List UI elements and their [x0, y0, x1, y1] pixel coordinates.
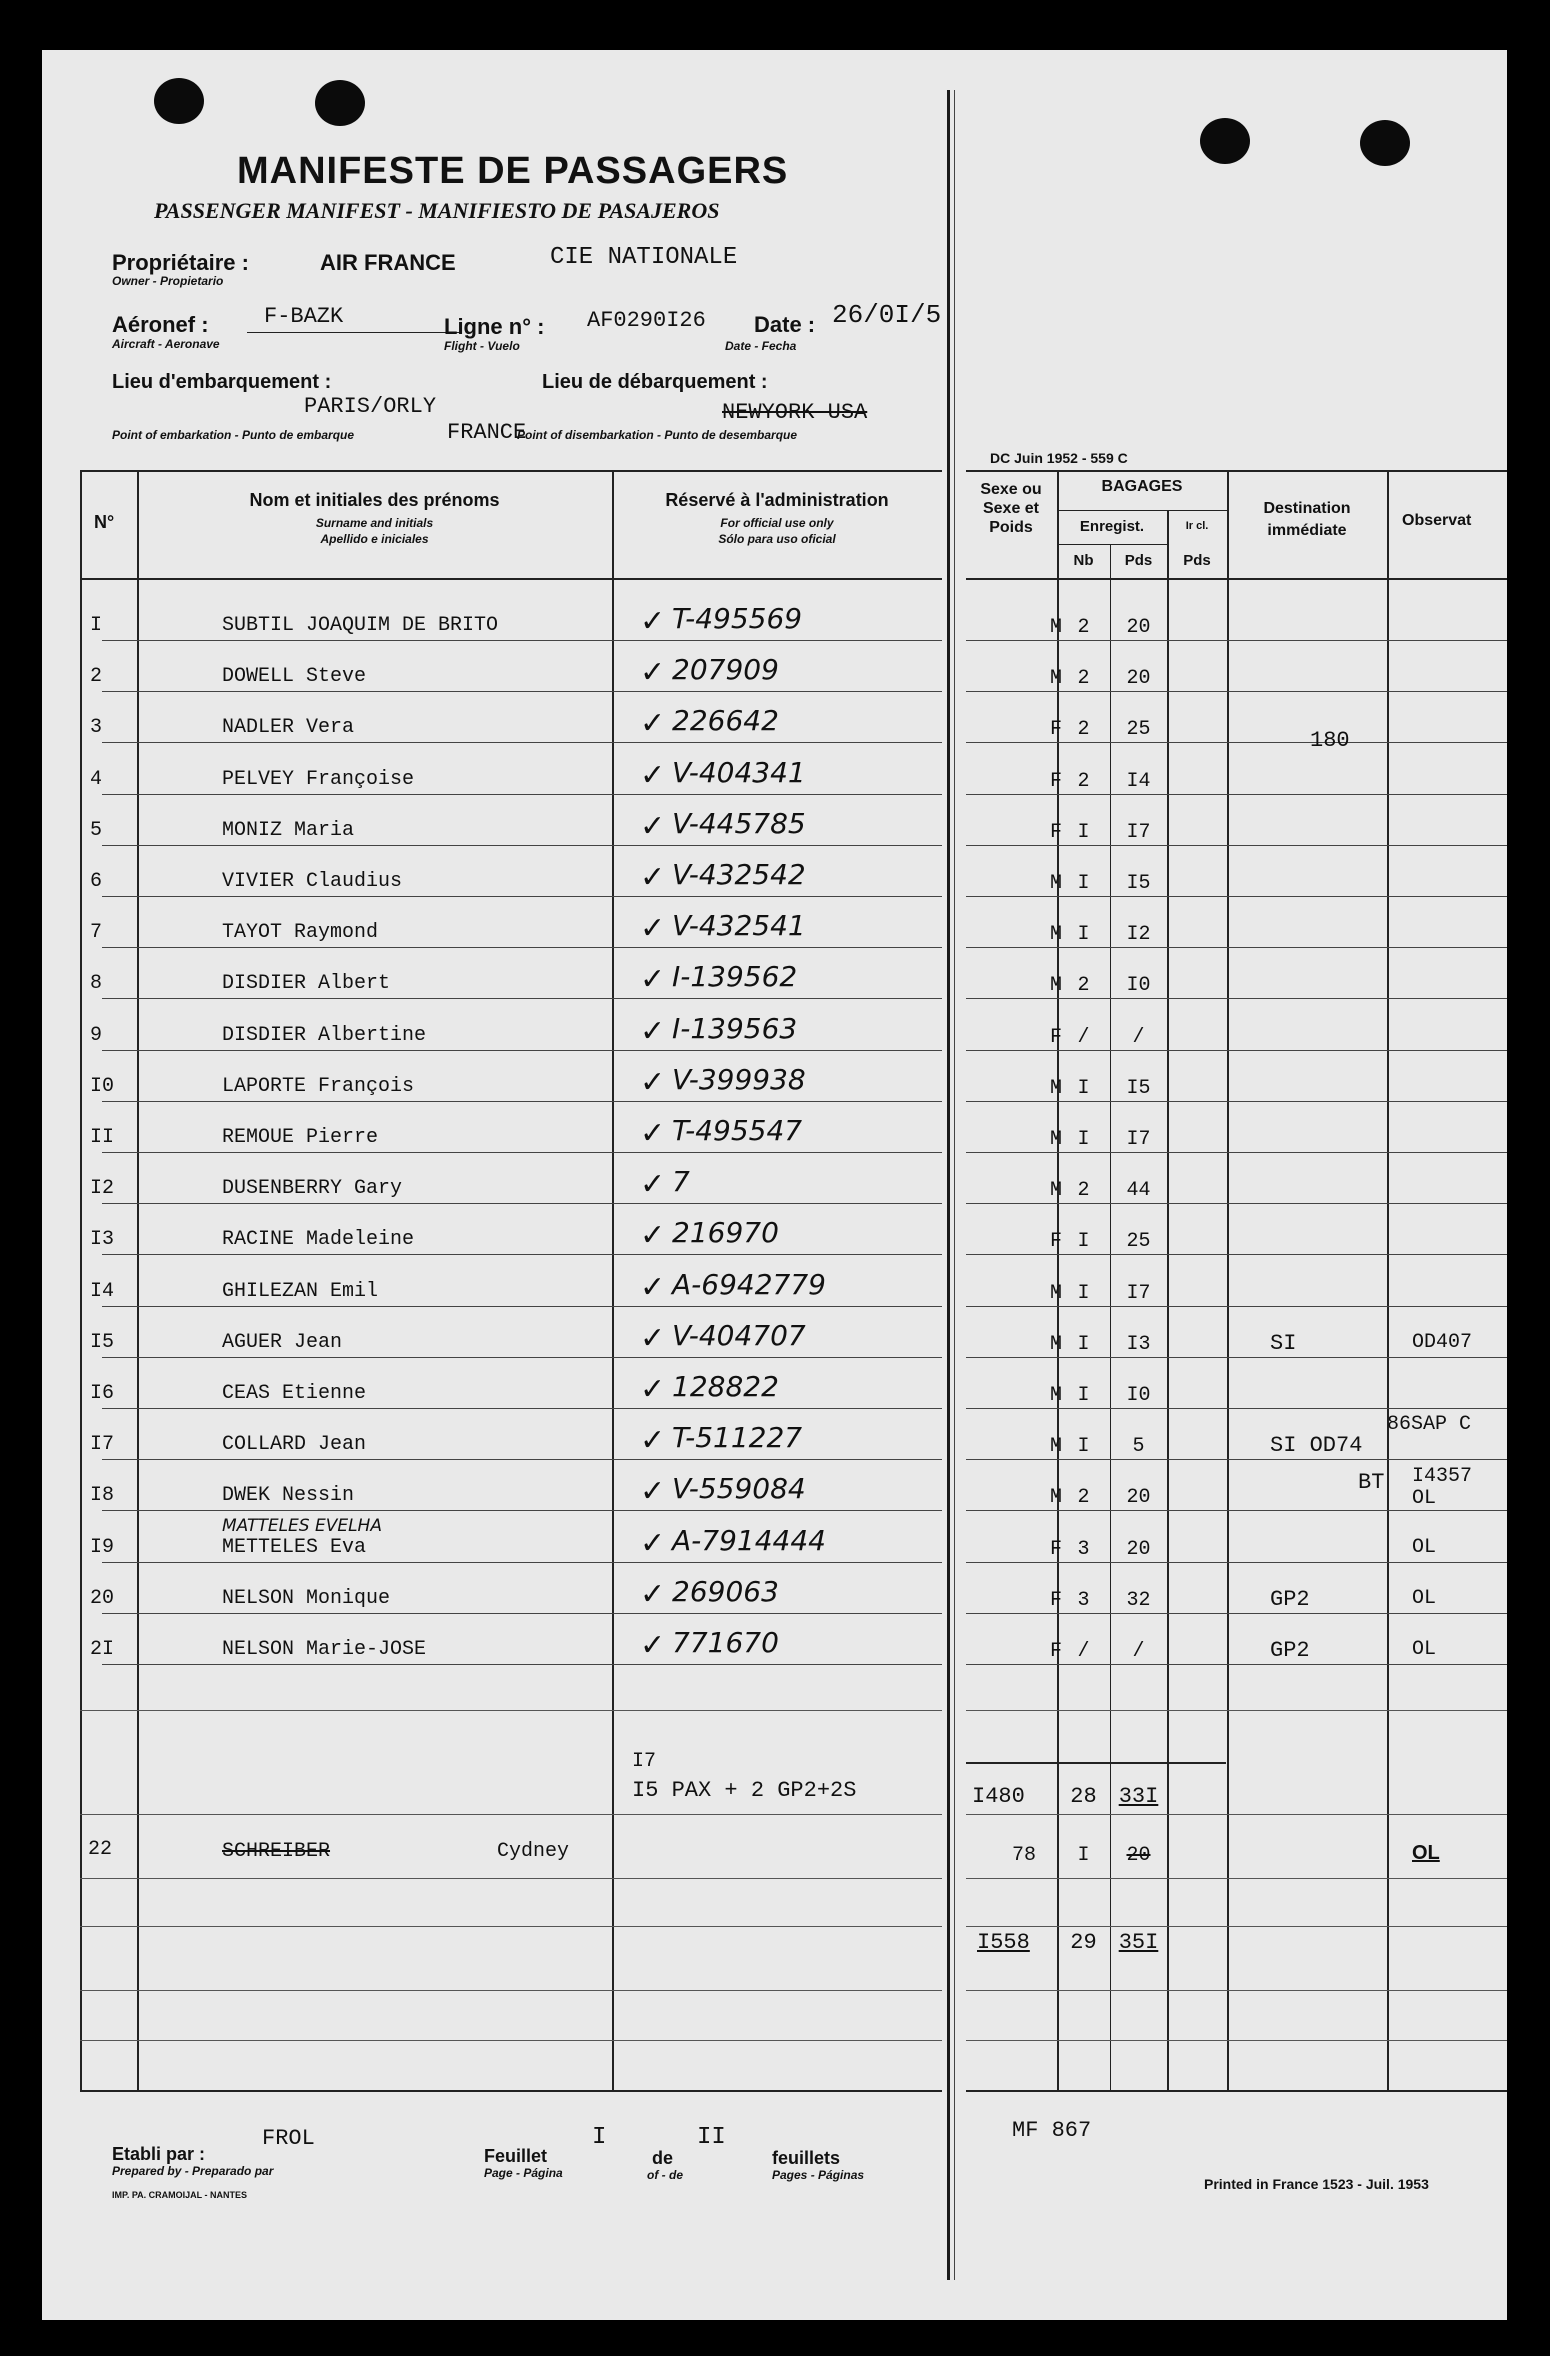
row-rule [102, 1101, 942, 1102]
passenger-sex: M [1050, 923, 1063, 946]
baggage-count: 2 [1077, 667, 1090, 690]
col-pds2: Pds [1183, 552, 1211, 569]
baggage-count: 2 [1077, 718, 1090, 741]
row-rule [966, 998, 1507, 999]
owner-label: Propriétaire : [112, 250, 249, 275]
of-sub: of - de [647, 2168, 683, 2182]
disembark-label: Lieu de débarquement : [542, 371, 768, 393]
passenger-name: DOWELL Steve [222, 665, 367, 688]
passenger-sex: F [1050, 718, 1063, 741]
check-mark-icon: ✓ [640, 1014, 666, 1049]
admin-ticket-number: V-399938 [672, 1063, 806, 1096]
baggage-count: I [1077, 1384, 1090, 1407]
check-mark-icon: ✓ [640, 1167, 666, 1202]
total-pds: 35I [1118, 1930, 1159, 1955]
baggage-weight: / [1132, 1026, 1145, 1049]
passenger-name: LAPORTE François [222, 1075, 415, 1098]
check-mark-icon: ✓ [640, 1321, 666, 1356]
subtotal-pds: 33I [1118, 1784, 1159, 1809]
row-rule [102, 1408, 942, 1409]
page-label: Feuillet [484, 2146, 548, 2166]
baggage-weight: / [1132, 1640, 1145, 1663]
col-observ: Observat [1402, 512, 1472, 529]
passenger-name: DWEK Nessin [222, 1484, 355, 1507]
row-rule [966, 1203, 1507, 1204]
observation: OL [1412, 1536, 1437, 1559]
admin-ticket-number: T-495569 [672, 602, 803, 635]
admin-ticket-number: T-511227 [672, 1421, 803, 1454]
row-rule [966, 1357, 1507, 1358]
extra-row-poids: 78 [1012, 1844, 1037, 1867]
observation: OL [1412, 1638, 1437, 1661]
row-rule [966, 896, 1507, 897]
baggage-weight: 20 [1126, 667, 1151, 690]
passenger-sex: M [1050, 1435, 1063, 1458]
baggage-weight: I0 [1126, 1384, 1151, 1407]
row-number: 8 [90, 972, 103, 995]
aircraft-value: F-BAZK [264, 304, 344, 329]
admin-ticket-number: T-495547 [672, 1114, 803, 1147]
row-number: I4 [90, 1280, 115, 1303]
row-rule [966, 640, 1507, 641]
check-mark-icon: ✓ [640, 706, 666, 741]
row-rule [102, 896, 942, 897]
date-label: Date : [754, 312, 816, 337]
admin-ticket-number: V-432542 [672, 858, 806, 891]
baggage-weight: 20 [1126, 616, 1151, 639]
row-rule [966, 1152, 1507, 1153]
passenger-sex: F [1050, 821, 1063, 844]
baggage-count: 2 [1077, 1179, 1090, 1202]
row-rule [966, 1664, 1507, 1665]
baggage-count: 3 [1077, 1589, 1090, 1612]
col-name-en: Surname and initials [315, 516, 434, 530]
passenger-name: SUBTIL JOAQUIM DE BRITO [222, 614, 499, 637]
row-number: I8 [90, 1484, 115, 1507]
check-mark-icon: ✓ [640, 1218, 666, 1253]
row-rule [102, 1357, 942, 1358]
row-rule [966, 742, 1507, 743]
passenger-name: MONIZ Maria [222, 819, 355, 842]
row-number: I7 [90, 1433, 115, 1456]
passenger-sex: M [1050, 1077, 1063, 1100]
embark-label: Lieu d'embarquement : [112, 371, 332, 393]
passenger-name: DISDIER Albert [222, 972, 391, 995]
prepared-value: FROL [262, 2126, 315, 2151]
row-number: I5 [90, 1331, 115, 1354]
flight-label: Ligne n° : [444, 314, 545, 339]
col-nb: Nb [1073, 552, 1094, 569]
passenger-name: AGUER Jean [222, 1331, 343, 1354]
embark-country: FRANCE [447, 420, 527, 445]
row-number: 20 [90, 1587, 115, 1610]
passenger-sex: M [1050, 1282, 1063, 1305]
passenger-name: RACINE Madeleine [222, 1228, 415, 1251]
row-rule [102, 1152, 942, 1153]
row-number: 9 [90, 1024, 103, 1047]
row-rule [966, 1408, 1507, 1409]
check-mark-icon: ✓ [640, 1372, 666, 1407]
observation: OL [1412, 1587, 1437, 1610]
extra-row-name: SCHREIBER [222, 1840, 331, 1863]
extra-row-obs: OL [1412, 1842, 1440, 1864]
check-mark-icon: ✓ [640, 1474, 666, 1509]
check-mark-icon: ✓ [640, 655, 666, 690]
check-mark-icon: ✓ [640, 860, 666, 895]
col-name: Nom et initiales des prénoms [249, 490, 500, 510]
subtotal-poids: I480 [972, 1784, 1025, 1809]
baggage-weight: 20 [1126, 1486, 1151, 1509]
row-rule [966, 1562, 1507, 1563]
extra-row-no: 22 [88, 1838, 113, 1861]
extra-row-first: Cydney [497, 1840, 570, 1863]
passenger-sex: M [1050, 872, 1063, 895]
destination: BT [1358, 1470, 1385, 1495]
printed-note: Printed in France 1523 - Juil. 1953 [1204, 2176, 1429, 2192]
row-rule [102, 794, 942, 795]
row-rule [966, 1050, 1507, 1051]
row-rule [102, 1510, 942, 1511]
row-rule [102, 845, 942, 846]
row-rule [102, 1306, 942, 1307]
passenger-name: METTELES Eva [222, 1536, 367, 1559]
flight-sub: Flight - Vuelo [444, 339, 520, 353]
admin-ticket-number: 128822 [672, 1370, 779, 1403]
admin-ticket-number: 7 [672, 1165, 690, 1198]
col-admin: Réservé à l'administration [665, 490, 889, 510]
prepared-sub: Prepared by - Preparado par [112, 2164, 274, 2178]
owner-typed: CIE NATIONALE [550, 244, 738, 271]
of-label: de [652, 2148, 674, 2168]
passenger-name: DISDIER Albertine [222, 1024, 427, 1047]
baggage-count: 2 [1077, 616, 1090, 639]
col-admin-es: Sólo para uso oficial [718, 532, 836, 546]
check-mark-icon: ✓ [640, 1526, 666, 1561]
row-number: 2 [90, 665, 103, 688]
admin-ticket-number: 226642 [672, 704, 779, 737]
punch-hole [1360, 120, 1410, 166]
passenger-sex: F [1050, 1589, 1063, 1612]
row-rule [102, 1562, 942, 1563]
admin-ticket-number: 771670 [672, 1626, 779, 1659]
passenger-name: DUSENBERRY Gary [222, 1177, 403, 1200]
passenger-sex: F [1050, 1640, 1063, 1663]
baggage-count: 2 [1077, 974, 1090, 997]
passenger-name: COLLARD Jean [222, 1433, 367, 1456]
passenger-name: GHILEZAN Emil [222, 1280, 379, 1303]
row-rule [102, 1203, 942, 1204]
embark-sub: Point of embarkation - Punto de embarque [112, 428, 355, 442]
pages-label: feuillets [772, 2148, 841, 2168]
passenger-sex: F [1050, 770, 1063, 793]
row-rule [102, 640, 942, 641]
row-rule [102, 742, 942, 743]
baggage-count: 3 [1077, 1538, 1090, 1561]
baggage-count: I [1077, 1077, 1090, 1100]
baggage-count: I [1077, 1333, 1090, 1356]
owner-value: AIR FRANCE [320, 250, 456, 275]
admin-ticket-number: V-404341 [672, 756, 806, 789]
baggage-count: I [1077, 821, 1090, 844]
row-rule [102, 1050, 942, 1051]
passenger-name: TAYOT Raymond [222, 921, 379, 944]
subtotal-marker: I7 [632, 1750, 657, 1773]
passenger-name: PELVEY Françoise [222, 768, 415, 791]
row-rule [102, 691, 942, 692]
extra-row-pds: 20 [1126, 1844, 1151, 1867]
passenger-name: REMOUE Pierre [222, 1126, 379, 1149]
baggage-weight: 44 [1126, 1179, 1151, 1202]
baggage-weight: I7 [1126, 1282, 1151, 1305]
col-destination: Destination immédiate [1263, 500, 1351, 539]
admin-ticket-number: 269063 [672, 1575, 779, 1608]
observation: OD407 [1412, 1331, 1473, 1354]
baggage-weight: I5 [1126, 1077, 1151, 1100]
admin-ticket-number: 216970 [672, 1216, 779, 1249]
row-number: 7 [90, 921, 103, 944]
owner-sub: Owner - Propietario [112, 274, 224, 288]
check-mark-icon: ✓ [640, 758, 666, 793]
observation: 86SAP C [1387, 1413, 1472, 1436]
row-rule [966, 1459, 1507, 1460]
row-number: II [90, 1126, 115, 1149]
punch-hole [315, 80, 365, 126]
baggage-count: I [1077, 1230, 1090, 1253]
destination: SI [1270, 1331, 1297, 1356]
subtotal-nb: 28 [1070, 1784, 1097, 1809]
passenger-name: CEAS Etienne [222, 1382, 367, 1405]
row-rule [102, 1613, 942, 1614]
baggage-weight: 25 [1126, 1230, 1151, 1253]
passenger-name: NELSON Marie-JOSE [222, 1638, 427, 1661]
baggage-weight: I0 [1126, 974, 1151, 997]
passenger-sex: F [1050, 1538, 1063, 1561]
row-number: 2I [90, 1638, 115, 1661]
row-number: 4 [90, 768, 103, 791]
baggage-count: I [1077, 1435, 1090, 1458]
destination: GP2 [1270, 1587, 1310, 1612]
form-title: MANIFESTE DE PASSAGERS [237, 150, 789, 192]
row-number: I3 [90, 1228, 115, 1251]
page-value: I [592, 2124, 607, 2151]
row-number: I6 [90, 1382, 115, 1405]
page-sub: Page - Página [484, 2166, 563, 2180]
passenger-sex: M [1050, 1333, 1063, 1356]
row-rule [966, 1306, 1507, 1307]
baggage-count: / [1077, 1026, 1090, 1049]
baggage-weight: I5 [1126, 872, 1151, 895]
passenger-name: NADLER Vera [222, 716, 355, 739]
baggage-count: 2 [1077, 1486, 1090, 1509]
check-mark-icon: ✓ [640, 911, 666, 946]
baggage-weight: I3 [1126, 1333, 1151, 1356]
check-mark-icon: ✓ [640, 1270, 666, 1305]
embark-value: PARIS/ORLY [304, 394, 437, 419]
admin-ticket-number: V-559084 [672, 1472, 806, 1505]
flight-value: AF0290I26 [587, 308, 706, 333]
aircraft-label: Aéronef : [112, 312, 209, 337]
admin-ticket-number: A-7914444 [672, 1524, 826, 1557]
row-rule [966, 1101, 1507, 1102]
col-sex: Sexe ou Sexe et Poids [980, 481, 1042, 536]
row-rule [102, 1664, 942, 1665]
passenger-name: NELSON Monique [222, 1587, 391, 1610]
col-enregist: Enregist. [1079, 518, 1145, 535]
row-rule [966, 1613, 1507, 1614]
passenger-sex: M [1050, 1384, 1063, 1407]
check-mark-icon: ✓ [640, 1423, 666, 1458]
col-name-es: Apellido e iniciales [320, 532, 429, 546]
col-no: N° [94, 512, 115, 532]
baggage-count: I [1077, 1128, 1090, 1151]
baggage-weight: 32 [1126, 1589, 1151, 1612]
passenger-sex: M [1050, 616, 1063, 639]
pages-sub: Pages - Páginas [772, 2168, 865, 2182]
col-pds: Pds [1124, 552, 1153, 569]
row-number: I [90, 614, 103, 637]
row-number: 5 [90, 819, 103, 842]
baggage-count: I [1077, 1282, 1090, 1305]
subtotal-text: I5 PAX + 2 GP2+2S [632, 1778, 857, 1803]
baggage-count: 2 [1077, 770, 1090, 793]
disembark-value: NEWYORK USA [722, 400, 868, 425]
admin-ticket-number: V-404707 [672, 1319, 806, 1352]
passenger-sex: M [1050, 974, 1063, 997]
passenger-name: VIVIER Claudius [222, 870, 403, 893]
row-rule [966, 947, 1507, 948]
destination: SI OD74 [1270, 1433, 1363, 1458]
baggage-weight: I2 [1126, 923, 1151, 946]
baggage-count: I [1077, 872, 1090, 895]
baggage-weight: I7 [1126, 1128, 1151, 1151]
row-number: I9 [90, 1536, 115, 1559]
disembark-sub: Point of disembarkation - Punto de desembarque [517, 428, 798, 442]
row-rule [966, 1510, 1507, 1511]
check-mark-icon: ✓ [640, 1628, 666, 1663]
col-bagages: BAGAGES [1101, 478, 1183, 495]
passenger-sex: F [1050, 1026, 1063, 1049]
admin-ticket-number: A-6942779 [672, 1268, 826, 1301]
baggage-weight: 20 [1126, 1538, 1151, 1561]
baggage-count: / [1077, 1640, 1090, 1663]
admin-ticket-number: V-432541 [672, 909, 806, 942]
passenger-name-handwritten: MATTELES EVELHA [222, 1516, 382, 1536]
baggage-weight: I4 [1126, 770, 1151, 793]
extra-row-nb: I [1077, 1844, 1090, 1867]
baggage-weight: I7 [1126, 821, 1151, 844]
row-rule [966, 691, 1507, 692]
punch-hole [1200, 118, 1250, 164]
row-rule [102, 1459, 942, 1460]
row-rule [102, 1254, 942, 1255]
form-code: DC Juin 1952 - 559 C [990, 450, 1128, 466]
passenger-sex: M [1050, 1179, 1063, 1202]
admin-ticket-number: I-139562 [672, 960, 798, 993]
check-mark-icon: ✓ [640, 1065, 666, 1100]
baggage-count: I [1077, 923, 1090, 946]
row-number: I2 [90, 1177, 115, 1200]
prepared-label: Etabli par : [112, 2144, 206, 2164]
check-mark-icon: ✓ [640, 1577, 666, 1612]
admin-ticket-number: I-139563 [672, 1012, 798, 1045]
destination: GP2 [1270, 1638, 1310, 1663]
row-rule [966, 794, 1507, 795]
check-mark-icon: ✓ [640, 604, 666, 639]
passenger-sex: M [1050, 1128, 1063, 1151]
passenger-sex: M [1050, 1486, 1063, 1509]
mf-number: MF 867 [1012, 2118, 1092, 2143]
row-rule [102, 998, 942, 999]
of-value: II [697, 2124, 726, 2151]
check-mark-icon: ✓ [640, 809, 666, 844]
passenger-sex: M [1050, 667, 1063, 690]
manifest-sheet [42, 50, 1507, 2320]
date-sub: Date - Fecha [725, 339, 797, 353]
destination: 180 [1310, 728, 1350, 753]
col-admin-en: For official use only [720, 516, 834, 530]
row-number: I0 [90, 1075, 115, 1098]
row-number: 3 [90, 716, 103, 739]
row-number: 6 [90, 870, 103, 893]
baggage-weight: 5 [1132, 1435, 1145, 1458]
baggage-weight: 25 [1126, 718, 1151, 741]
check-mark-icon: ✓ [640, 962, 666, 997]
row-rule [966, 1254, 1507, 1255]
total-nb: 29 [1070, 1930, 1097, 1955]
observation: I4357 OL [1412, 1465, 1473, 1510]
col-first-class: Ir cl. [1185, 520, 1209, 532]
row-rule [966, 845, 1507, 846]
aircraft-sub: Aircraft - Aeronave [112, 337, 220, 351]
punch-hole [154, 78, 204, 124]
date-value: 26/0I/5 [832, 300, 942, 330]
passenger-sex: F [1050, 1230, 1063, 1253]
admin-ticket-number: 207909 [672, 653, 779, 686]
admin-ticket-number: V-445785 [672, 807, 806, 840]
check-mark-icon: ✓ [640, 1116, 666, 1151]
printer-mark: IMP. PA. CRAMOIJAL - NANTES [112, 2190, 248, 2200]
form-subtitle: PASSENGER MANIFEST - MANIFIESTO DE PASAJEROS [154, 198, 720, 223]
total-poids: I558 [977, 1930, 1030, 1955]
row-rule [102, 947, 942, 948]
